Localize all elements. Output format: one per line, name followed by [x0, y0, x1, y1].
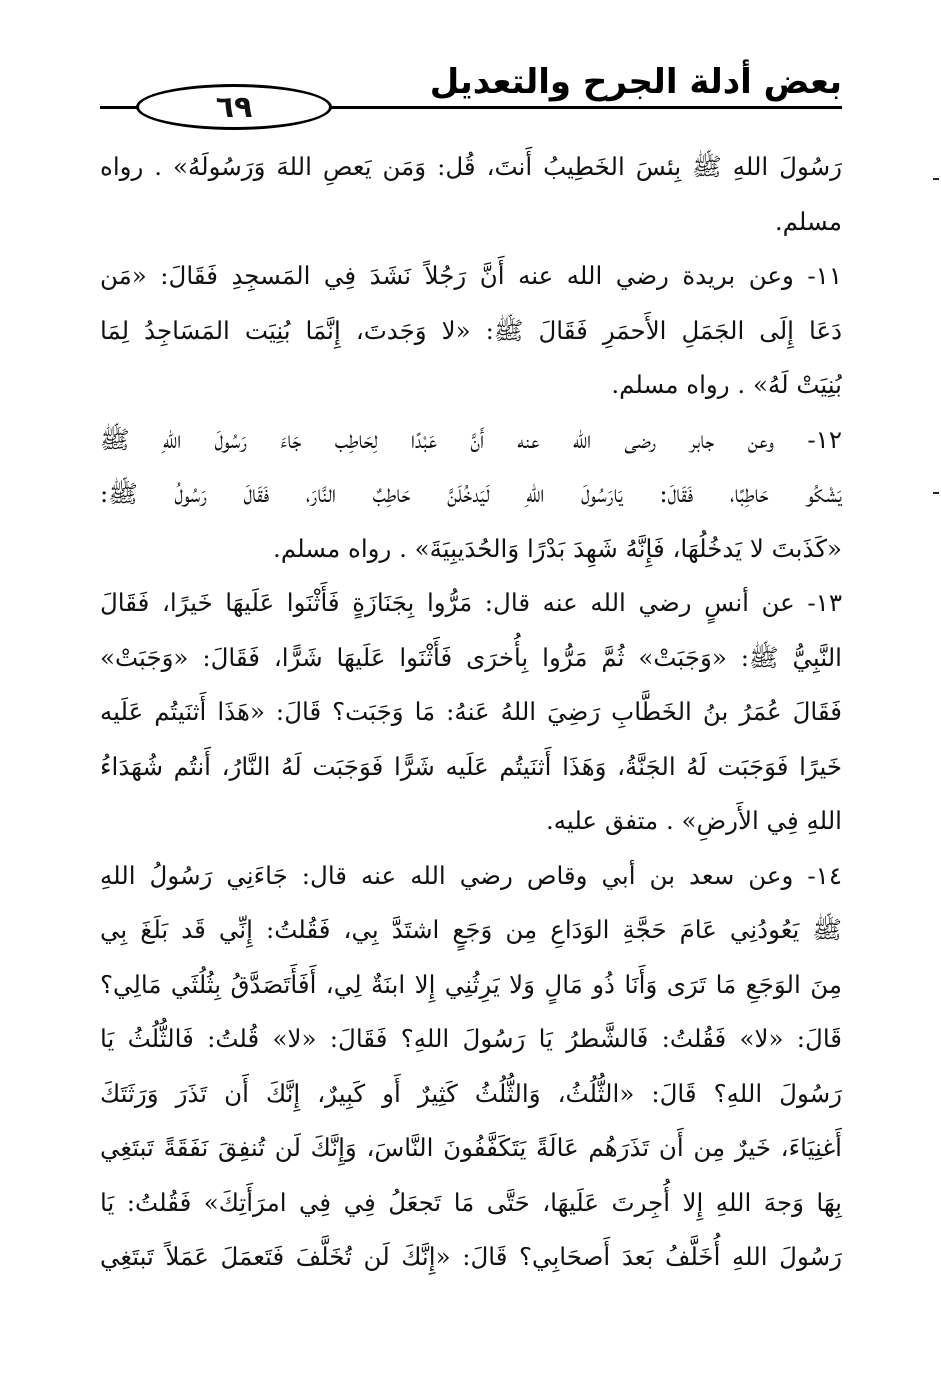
text-line: يَشْكُو حَاطِبًا، فَقَالَ: يَارَسُولَ اللهِ لَيَدخُلَنَّ حَاطِبٌ النَّارَ، فَقَالَ رَسُولُ ﷺ:	[100, 479, 842, 508]
text-line: أَغنِيَاءَ، خَيرٌ مِن أَن تَذَرَهُم عَالَةً يَتَكَفَّفُونَ النَّاسَ، وَإِنَّكَ لَن تُنفِقَ نَفَقَةً تَبتَغِي	[100, 1133, 842, 1162]
text-line: دَعَا إِلَى الجَمَلِ الأَحمَرِ فَقَالَ ﷺ: «لا وَجَدتَ، إِنَّمَا بُنِيَت المَسَاجِدُ لِمَا	[100, 315, 842, 345]
text-line: ١٤- وعن سعد بن أبي وقاص رضي الله عنه قال: جَاءَنِي رَسُولُ اللهِ	[100, 860, 842, 890]
text-line: «كَذَبتَ لا يَدخُلُهَا، فَإِنَّهُ شَهِدَ بَدْرًا وَالحُدَيبِيَةَ» . رواه مسلم.	[273, 533, 842, 563]
text-line: اللهِ فِي الأَرضِ» . متفق عليه.	[546, 806, 842, 835]
text-line: رَسُولَ اللهِ ﷺ بِئسَ الخَطِيبُ أَنتَ، قُل: وَمَن يَعصِ اللهَ وَرَسُولَهُ» . رواه	[100, 152, 842, 181]
paragraph-hadith-11	[100, 249, 842, 413]
paragraph-hadith-12	[100, 413, 842, 577]
page-number: ٦٩	[136, 84, 332, 130]
text-line: مِنَ الوَجَعِ مَا تَرَى وَأَنَا ذُو مَالٍ وَلا يَرِثُنِي إِلا ابنَةٌ لِي، أَفَأَتَصَدَّقُ بِثُلُثَي مَالِي؟	[100, 969, 842, 999]
text-line: بِهَا وَجهَ اللهِ إِلا أُجِرتَ عَلَيهَا، حَتَّى مَا تَجعَلُ فِي فِي امرَأَتِكَ» فَقُلتُ: يَا	[100, 1187, 842, 1217]
scan-margin-mark	[933, 492, 939, 494]
text-line: قَالَ: «لا» فَقُلتُ: فَالشَّطرُ يَا رَسُولَ اللهِ؟ فَقَالَ: «لا» قُلتُ: فَالثُّلُثُ يَا	[100, 1024, 842, 1053]
text-line: ١٢- وعن جابر رضى الله عنه أَنَّ عَبْدًا لِحَاطِب جَاءَ رَسُولَ اللهِ ﷺ	[100, 424, 842, 454]
paragraph-hadith-14	[100, 849, 842, 1285]
paragraph-hadith-13	[100, 576, 842, 849]
chapter-title: بعض أدلة الجرح والتعديل	[429, 62, 842, 102]
text-line: بُنِيَتْ لَهُ» . رواه مسلم.	[611, 370, 842, 399]
text-line: ١١- وعن بريدة رضي الله عنه أَنَّ رَجُلاً نَشَدَ فِي المَسجِدِ فَقَالَ: «مَن	[100, 261, 842, 290]
scan-margin-mark	[933, 178, 939, 180]
text-line: النَّبِيُّ ﷺ: «وَجَبَتْ» ثُمَّ مَرُّوا بِأُخرَى فَأَثْنَوا عَلَيهَا شَرًّا، فَقَالَ: «وَجَبَتْ»	[100, 642, 842, 672]
text-line: ١٣- عن أنسٍ رضي الله عنه قال: مَرُّوا بِجَنَازَةٍ فَأَثْنَوا عَلَيهَا خَيرًا، فَقَالَ	[100, 588, 842, 617]
text-line: مسلم.	[774, 206, 842, 236]
text-line: ﷺ يَعُودُنِي عَامَ حَجَّةِ الوَدَاعِ مِن وَجَعٍ اشتَدَّ بِي، فَقُلتُ: إِنِّي قَد بَلَغَ بِي	[100, 915, 842, 944]
paragraph-continuation	[100, 140, 842, 249]
text-line: رَسُولَ اللهِ؟ قَالَ: «الثُّلُثُ، وَالثُّلُثُ كَثِيرٌ أَو كَبِيرٌ، إِنَّكَ أَن تَذَرَ وَرَثَتَكَ	[100, 1078, 842, 1108]
page-header	[100, 58, 842, 128]
text-line: رَسُولَ اللهِ أُخَلَّفُ بَعدَ أَصحَابِي؟ قَالَ: «إِنَّكَ لَن تُخَلَّفَ فَتَعمَلَ عَمَلاً تَبتَغِي	[100, 1242, 842, 1271]
text-line: خَيرًا فَوَجَبَت لَهُ الجَنَّةُ، وَهَذَا أَثنَيتُم عَلَيه شَرًّا فَوَجَبَت لَهُ النَّارُ، أَنتُم شُهَدَاءُ	[100, 751, 842, 781]
text-line: فَقَالَ عُمَرُ بنُ الخَطَّابِ رَضِيَ اللهُ عَنهُ: مَا وَجَبَت؟ قَالَ: «هَذَا أَثنَيتُم عَلَيه	[100, 697, 842, 726]
body-text	[100, 140, 842, 1285]
